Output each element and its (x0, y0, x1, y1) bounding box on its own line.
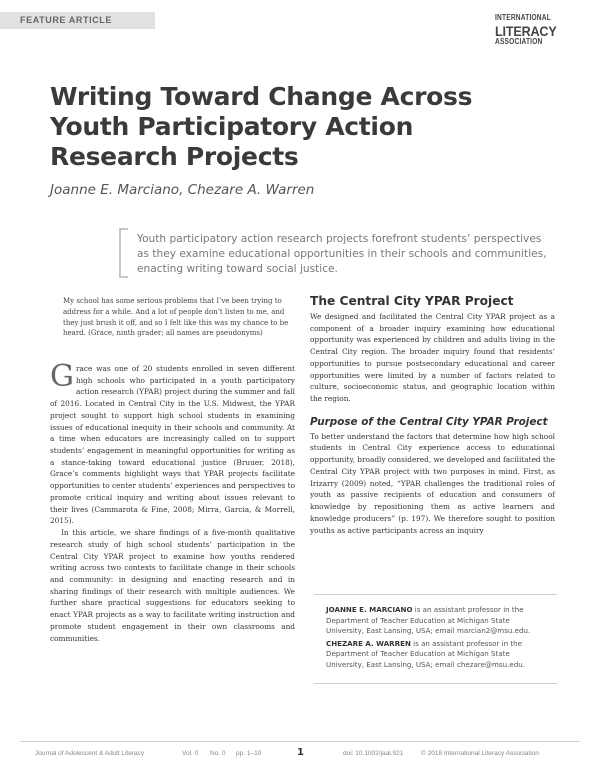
article-title: Writing Toward Change Across Youth Participatory Action Research Projects (50, 82, 473, 171)
author-bio-name: CHEZARE A. WARREN (326, 638, 411, 648)
intro-paragraph (50, 359, 295, 527)
drop-cap: G (50, 359, 74, 394)
article-abstract: Youth participatory action research projects forefront students’ perspectives as they examine educational opportunities in their schools and communities, enacting writing toward social justice. (137, 233, 547, 275)
intro-text: race was one of 20 students enrolled in seven different high schools who participated in a youth participatory action research (YPAR) project during the summer and fall of 2016. Located in Central City in the U.S. Midwest, the YPAR project sought to support high school students in examining issues of educational inequity in their schools and community. At a time when educators are increasingly called on to support students’ engagement in meaningful opportunities for writing as a stance-taking toward educational justice (Bruuer, 2018), Grace’s comments highlight ways that YPAR projects facilitate opportunities to center students’ experiences and perspectives to promote critical inquiry and writing about issues relevant to their lives (Cammarota & Fine, 2008; Mirra, Garcia, & Morrell, 2015). (50, 364, 295, 526)
author-bio-name: JOANNE E. MARCIANO (326, 605, 413, 614)
subsection-paragraph: To better understand the factors that determine how high school students in Central City experience access to educational opportunity, broadly considered, we developed and facilitated the Central City YPAR project with two purposes in mind. First, as Irizarry (2009) noted, “YPAR challenges the traditional roles of youth as passive recipients of education and consumers of knowledge by repositioning them as active learners and knowledge producers” (p. 197). We therefore sought to position youths as active participants across an inquiry (310, 431, 555, 535)
epigraph-quote: My school has some serious problems that I’ve been trying to address for a while. And a lot of people don’t listen to me, and they just brush it off, and so I felt like this was my chance to be heard. (Grace, ninth grader; all names are pseudonyms) (63, 297, 289, 338)
logo-line-3: ASSOCIATION (495, 37, 543, 47)
author-bio (326, 605, 547, 637)
article-authors: Joanne E. Marciano, Chezare A. Warren (50, 182, 315, 198)
logo-line-1: INTERNATIONAL (495, 13, 551, 23)
abstract-bracket (119, 228, 128, 278)
page-number: 1 (297, 747, 304, 758)
logo-line-2: LITERACY (495, 22, 557, 39)
footer-pages: pp. 1–10 (236, 750, 262, 757)
author-bio (326, 639, 547, 671)
footer-doi: doi: 10.1002/jaal.921 (343, 750, 404, 757)
author-bio-text: is an assistant professor in the Department of Teacher Education at Michigan State University, East Lansing, USA; email marcian2@msu.edu. (326, 605, 531, 635)
section-tag: FEATURE ARTICLE (0, 12, 155, 29)
section-heading: The Central City YPAR Project (310, 294, 514, 308)
left-column (50, 359, 295, 644)
page-footer (0, 748, 600, 762)
footer-number: No. 0 (210, 750, 226, 757)
right-column (310, 294, 555, 536)
footer-volume: Vol. 0 (182, 750, 199, 757)
publisher-logo (495, 15, 563, 45)
footer-divider (20, 741, 580, 742)
footer-copyright: © 2018 International Literacy Association (421, 750, 539, 757)
author-bio-box (314, 594, 557, 684)
second-paragraph: In this article, we share findings of a five-month qualitative research study of high school students’ participation in the Central City YPAR project to examine how youths rendered writing across two contexts to facilitate change in their schools and community: in designing and enacting research and in sharing findings of their research with multiple audiences. We further share practical suggestions for educators seeking to enact YPAR projects as a way to facilitate writing instruction and promote student engagement in their own classrooms and communities. (50, 528, 295, 643)
section-paragraph: We designed and facilitated the Central City YPAR project as a component of a broader inquiry examining how educational opportunity was experienced by children and adults living in the Central City region. The broader inquiry found that residents’ opportunities to pursue postsecondary educational and career opportunities were limited by a number of factors related to culture, socioeconomic status, and geographic location within the region. (310, 312, 555, 404)
subsection-heading: Purpose of the Central City YPAR Project (310, 415, 548, 428)
author-bio-text: is an assistant professor in the Department of Teacher Education at Michigan State University, East Lansing, USA; email chezare@msu.edu. (326, 638, 525, 669)
footer-journal: Journal of Adolescent & Adult Literacy (35, 750, 145, 757)
